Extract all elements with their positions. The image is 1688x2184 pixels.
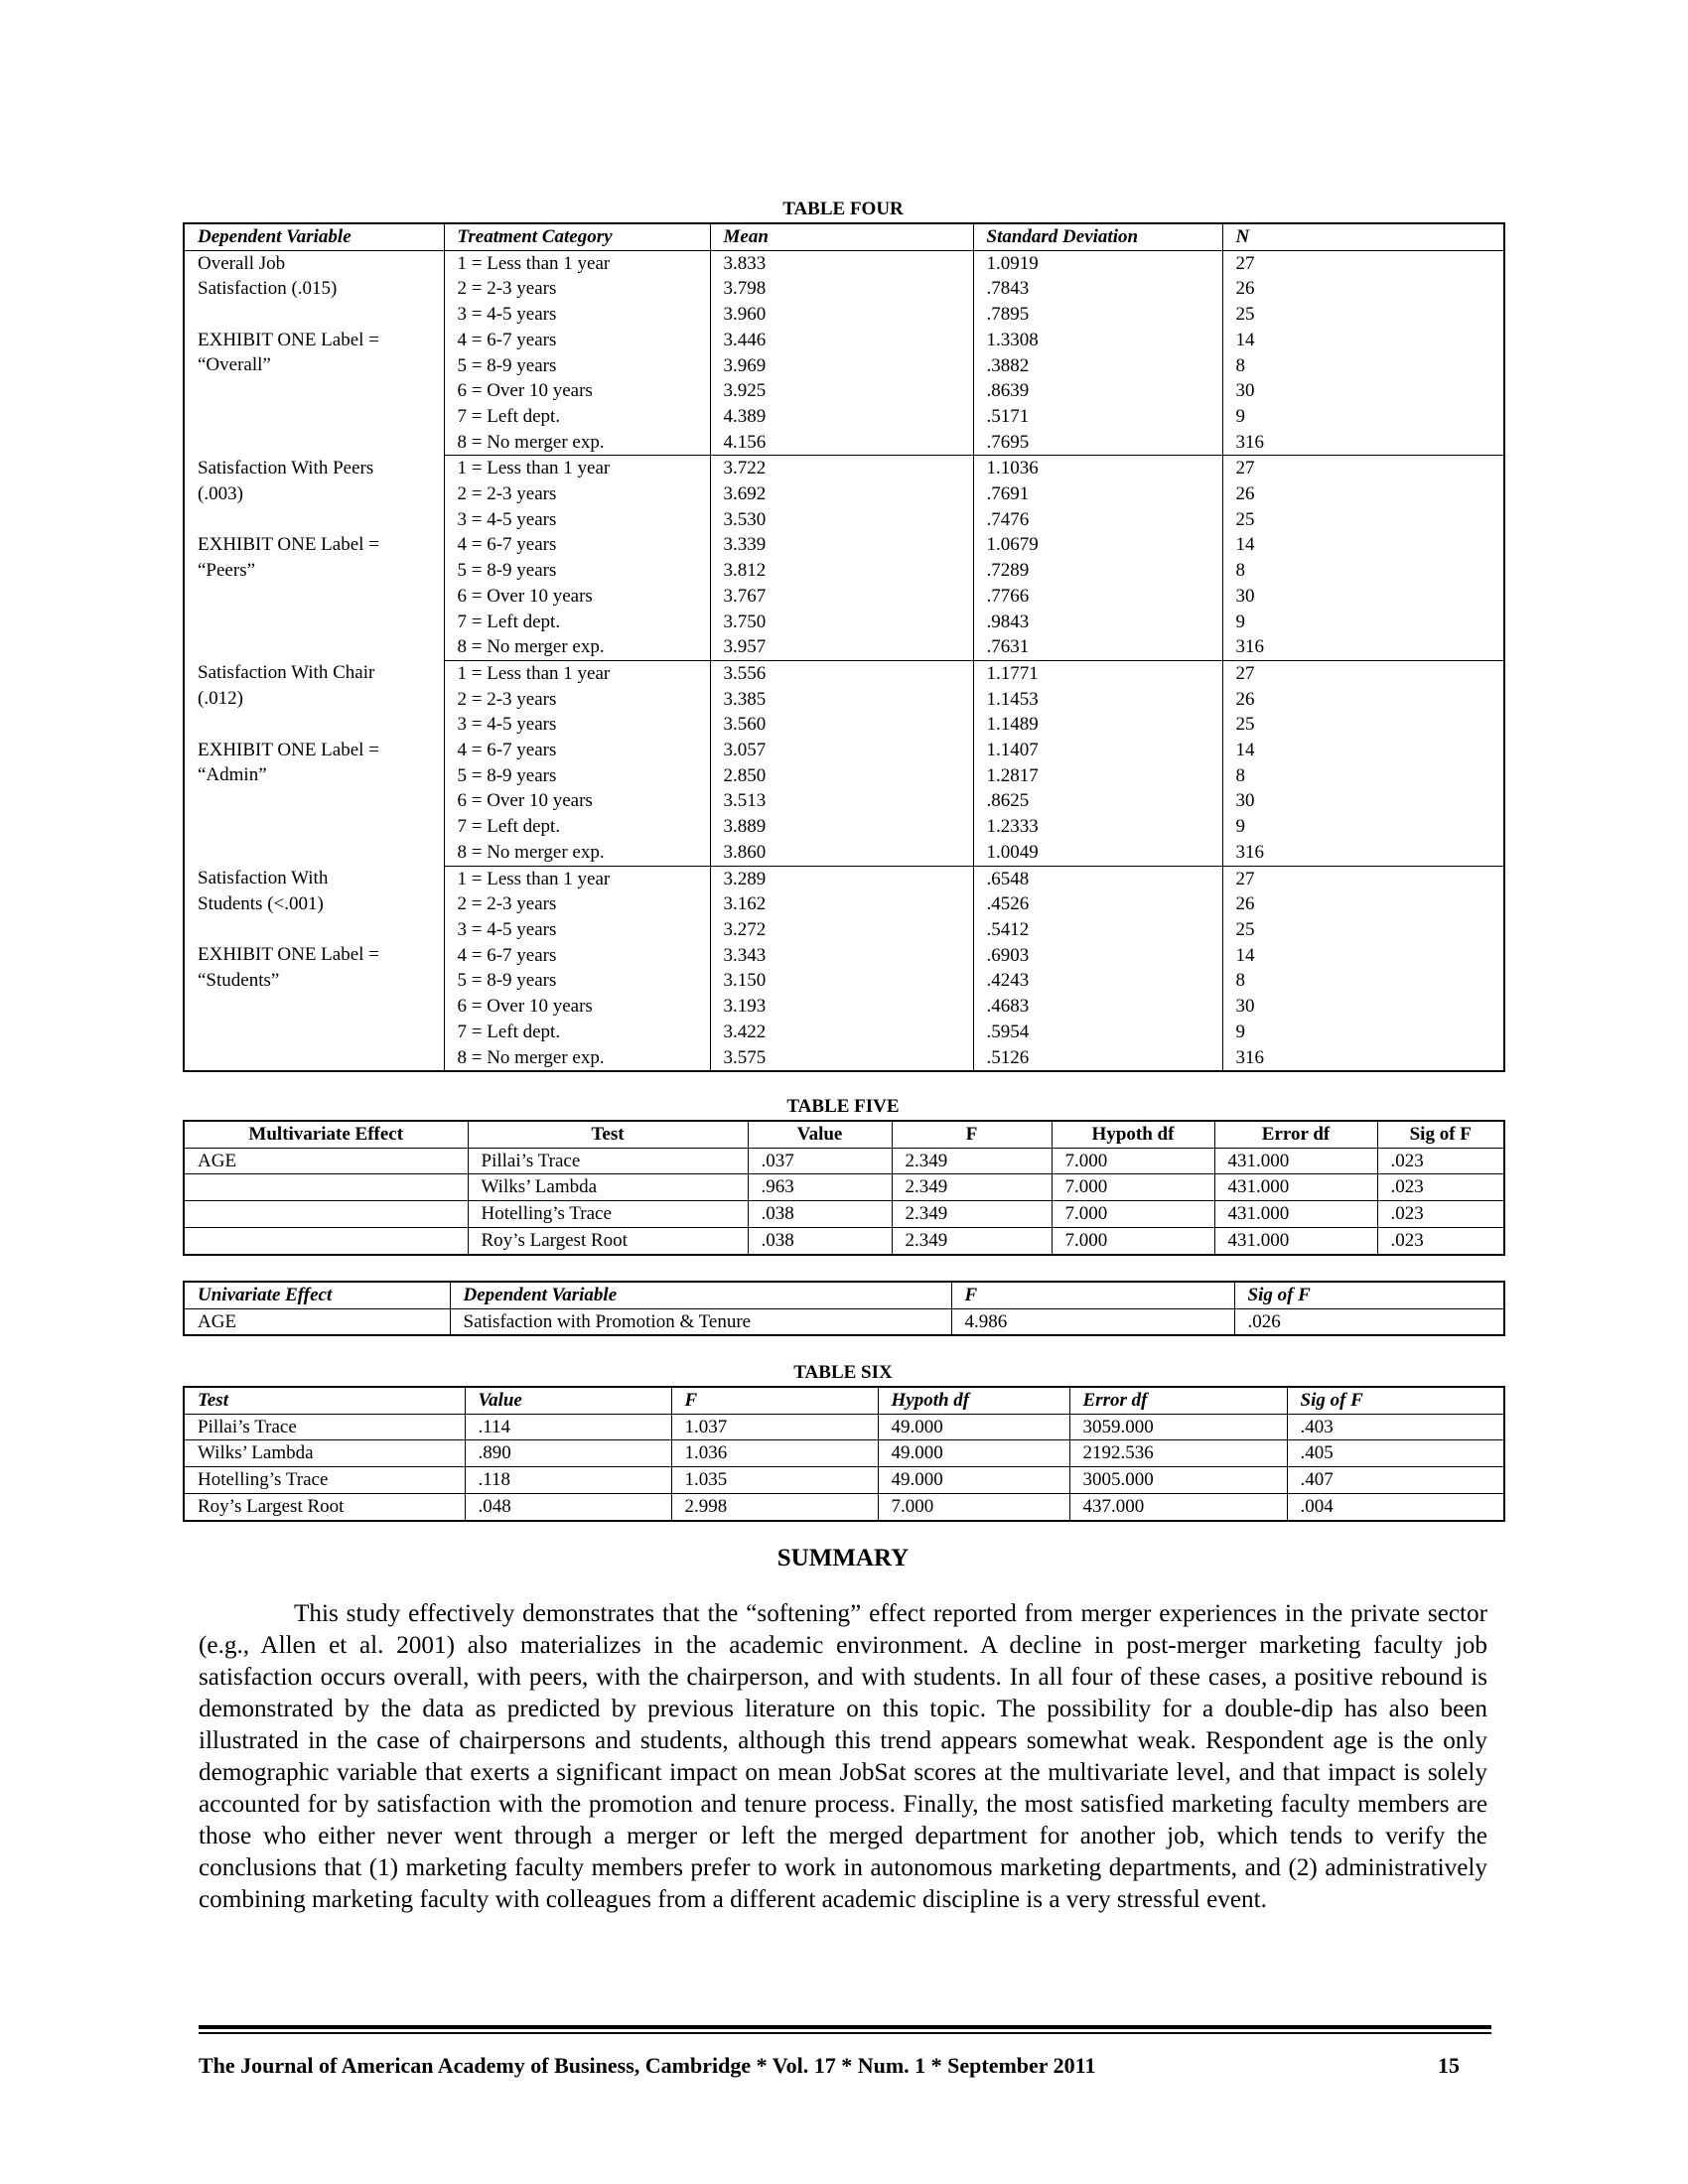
- column-header: Value: [748, 1121, 892, 1148]
- table-cell: [184, 1227, 468, 1254]
- table-cell: 8: [1222, 353, 1504, 379]
- table-cell: 8 = No merger exp.: [444, 840, 710, 866]
- table-four-header-row: [184, 223, 1504, 250]
- column-header: Sig of F: [1377, 1121, 1504, 1148]
- table-cell: 7.000: [1052, 1174, 1214, 1201]
- table-cell: 1.1771: [973, 660, 1222, 686]
- table-cell: 1.0049: [973, 840, 1222, 866]
- table-cell: 25: [1222, 302, 1504, 328]
- column-header: Hypoth df: [878, 1387, 1069, 1414]
- table-cell: 3.798: [710, 276, 973, 302]
- table-cell: 27: [1222, 250, 1504, 276]
- table-cell: .023: [1377, 1201, 1504, 1228]
- table-cell: AGE: [184, 1148, 468, 1174]
- table-cell: 437.000: [1069, 1493, 1287, 1520]
- dependent-variable-line: Students (<.001): [198, 892, 324, 914]
- table-row: [184, 250, 1504, 276]
- table-cell: .9843: [973, 610, 1222, 635]
- table-five-caption: TABLE FIVE: [786, 1096, 900, 1117]
- table-cell: 25: [1222, 712, 1504, 738]
- table-cell: 26: [1222, 891, 1504, 917]
- table-cell: 3.513: [710, 788, 973, 814]
- table-six-caption: TABLE SIX: [793, 1362, 893, 1383]
- table-cell: 2 = 2-3 years: [444, 891, 710, 917]
- table-cell: .8639: [973, 378, 1222, 404]
- table-cell: 1.035: [671, 1467, 878, 1494]
- table-cell: 8 = No merger exp.: [444, 634, 710, 660]
- table-cell: 49.000: [878, 1440, 1069, 1467]
- table-cell: 3.057: [710, 738, 973, 763]
- table-cell: .7895: [973, 302, 1222, 328]
- table-cell: .4526: [973, 891, 1222, 917]
- table-cell: 2 = 2-3 years: [444, 687, 710, 713]
- table-cell: 49.000: [878, 1414, 1069, 1440]
- table-cell: .004: [1287, 1493, 1504, 1520]
- dependent-variable-line: EXHIBIT ONE Label =: [198, 739, 379, 760]
- table-cell: 3005.000: [1069, 1467, 1287, 1494]
- table-cell: 8 = No merger exp.: [444, 1045, 710, 1072]
- table-cell: Roy’s Largest Root: [468, 1227, 748, 1254]
- table-cell: .6548: [973, 866, 1222, 891]
- dependent-variable-line: (.012): [198, 688, 243, 710]
- table-cell: 1 = Less than 1 year: [444, 456, 710, 481]
- table-cell: Wilks’ Lambda: [184, 1440, 465, 1467]
- dependent-variable-line: Satisfaction With Peers: [198, 457, 374, 478]
- table-cell: .038: [748, 1201, 892, 1228]
- table-cell: 8: [1222, 558, 1504, 584]
- table-cell: 14: [1222, 738, 1504, 763]
- table-five: [183, 1120, 1505, 1256]
- table-row: [184, 1440, 1504, 1467]
- table-cell: 3.150: [710, 968, 973, 994]
- table-four-caption: TABLE FOUR: [782, 199, 904, 219]
- column-header: Multivariate Effect: [184, 1121, 468, 1148]
- table-cell: 7 = Left dept.: [444, 1020, 710, 1045]
- table-cell: 5 = 8-9 years: [444, 558, 710, 584]
- table-cell: 5 = 8-9 years: [444, 763, 710, 789]
- table-cell: 1 = Less than 1 year: [444, 866, 710, 891]
- table-cell: 1.2333: [973, 814, 1222, 840]
- table-cell: [184, 1174, 468, 1201]
- dependent-variable-line: [198, 302, 444, 328]
- table-cell: 9: [1222, 404, 1504, 430]
- table-cell: 2.349: [892, 1174, 1052, 1201]
- table-cell: Hotelling’s Trace: [468, 1201, 748, 1228]
- table-cell: .4243: [973, 968, 1222, 994]
- table-cell: Satisfaction with Promotion & Tenure: [450, 1308, 951, 1335]
- dependent-variable-line: EXHIBIT ONE Label =: [198, 329, 379, 350]
- table-cell: 8 = No merger exp.: [444, 430, 710, 456]
- table-four: [183, 222, 1505, 1072]
- table-cell: .7289: [973, 558, 1222, 584]
- table-cell: 4.986: [951, 1308, 1234, 1335]
- table-cell: 431.000: [1214, 1148, 1377, 1174]
- dependent-variable-cell: [184, 456, 444, 661]
- table-cell: Roy’s Largest Root: [184, 1493, 465, 1520]
- table-cell: 7 = Left dept.: [444, 610, 710, 635]
- column-header: Standard Deviation: [973, 223, 1222, 250]
- table-cell: 3.272: [710, 917, 973, 943]
- column-header: F: [951, 1282, 1234, 1308]
- table-cell: 14: [1222, 328, 1504, 353]
- column-header: N: [1222, 223, 1504, 250]
- column-header: Treatment Category: [444, 223, 710, 250]
- table-cell: 3.556: [710, 660, 973, 686]
- table-cell: .038: [748, 1227, 892, 1254]
- table-cell: 2.349: [892, 1227, 1052, 1254]
- table-cell: 8: [1222, 763, 1504, 789]
- table-row: [184, 1174, 1504, 1201]
- table-cell: 4 = 6-7 years: [444, 328, 710, 353]
- table-row: [184, 456, 1504, 481]
- dependent-variable-line: “Overall”: [198, 354, 271, 376]
- table-cell: 14: [1222, 532, 1504, 558]
- table-cell: 1.2817: [973, 763, 1222, 789]
- table-cell: 3.833: [710, 250, 973, 276]
- dependent-variable-line: “Peers”: [198, 559, 256, 581]
- table-cell: 27: [1222, 456, 1504, 481]
- column-header: Error df: [1214, 1121, 1377, 1148]
- table-cell: 1.1453: [973, 687, 1222, 713]
- table-cell: 7 = Left dept.: [444, 814, 710, 840]
- dependent-variable-line: [198, 712, 444, 738]
- univariate-header-row: [184, 1282, 1504, 1308]
- column-header: F: [892, 1121, 1052, 1148]
- table-cell: 4 = 6-7 years: [444, 738, 710, 763]
- table-cell: 27: [1222, 660, 1504, 686]
- table-cell: 1.037: [671, 1414, 878, 1440]
- table-cell: 9: [1222, 814, 1504, 840]
- summary-heading: SUMMARY: [776, 1545, 910, 1571]
- table-cell: 5 = 8-9 years: [444, 353, 710, 379]
- table-cell: 3.289: [710, 866, 973, 891]
- table-cell: 3.812: [710, 558, 973, 584]
- table-cell: 3 = 4-5 years: [444, 507, 710, 533]
- table-cell: 3.385: [710, 687, 973, 713]
- table-cell: 3.575: [710, 1045, 973, 1072]
- page-footer: [199, 2053, 1489, 2079]
- table-cell: 30: [1222, 994, 1504, 1020]
- table-cell: 1.036: [671, 1440, 878, 1467]
- table-cell: 49.000: [878, 1467, 1069, 1494]
- dependent-variable-line: “Admin”: [198, 764, 267, 786]
- table-cell: 431.000: [1214, 1174, 1377, 1201]
- table-cell: 3.560: [710, 712, 973, 738]
- column-header: Test: [468, 1121, 748, 1148]
- column-header: Dependent Variable: [450, 1282, 951, 1308]
- table-row: [184, 1414, 1504, 1440]
- table-cell: [184, 1201, 468, 1228]
- dependent-variable-line: (.003): [198, 482, 243, 504]
- table-cell: 1.0919: [973, 250, 1222, 276]
- page-number: 15: [1438, 2053, 1460, 2078]
- table-cell: .118: [465, 1467, 671, 1494]
- dependent-variable-line: EXHIBIT ONE Label =: [198, 944, 379, 966]
- table-cell: 316: [1222, 1045, 1504, 1072]
- table-cell: 30: [1222, 584, 1504, 610]
- column-header: Univariate Effect: [184, 1282, 450, 1308]
- table-cell: 3 = 4-5 years: [444, 712, 710, 738]
- table-cell: .023: [1377, 1174, 1504, 1201]
- footer-rule-thin: [199, 2032, 1491, 2034]
- table-cell: 3.889: [710, 814, 973, 840]
- table-cell: 2 = 2-3 years: [444, 276, 710, 302]
- table-cell: 7 = Left dept.: [444, 404, 710, 430]
- table-cell: 5 = 8-9 years: [444, 968, 710, 994]
- table-cell: 6 = Over 10 years: [444, 994, 710, 1020]
- column-header: Hypoth df: [1052, 1121, 1214, 1148]
- table-cell: Pillai’s Trace: [468, 1148, 748, 1174]
- table-cell: .963: [748, 1174, 892, 1201]
- table-cell: 26: [1222, 687, 1504, 713]
- table-cell: .023: [1377, 1148, 1504, 1174]
- table-cell: 1 = Less than 1 year: [444, 250, 710, 276]
- table-cell: 2.850: [710, 763, 973, 789]
- dependent-variable-line: Satisfaction With: [198, 868, 329, 889]
- dependent-variable-cell: [184, 250, 444, 456]
- table-cell: .405: [1287, 1440, 1504, 1467]
- table-cell: 8: [1222, 968, 1504, 994]
- table-cell: 3 = 4-5 years: [444, 917, 710, 943]
- table-cell: .023: [1377, 1227, 1504, 1254]
- table-cell: 2.349: [892, 1201, 1052, 1228]
- table-cell: 3.692: [710, 481, 973, 507]
- dependent-variable-line: [198, 916, 444, 942]
- table-cell: 1.1407: [973, 738, 1222, 763]
- table-row: [184, 1201, 1504, 1228]
- table-row: [184, 660, 1504, 686]
- table-cell: .5126: [973, 1045, 1222, 1072]
- table-cell: 7.000: [1052, 1227, 1214, 1254]
- table-cell: 9: [1222, 1020, 1504, 1045]
- table-cell: 14: [1222, 943, 1504, 969]
- table-cell: 1.1489: [973, 712, 1222, 738]
- dependent-variable-line: EXHIBIT ONE Label =: [198, 533, 379, 555]
- dependent-variable-cell: [184, 660, 444, 866]
- table-cell: .7695: [973, 430, 1222, 456]
- table-cell: 4 = 6-7 years: [444, 532, 710, 558]
- table-row: [184, 1493, 1504, 1520]
- table-cell: 3.422: [710, 1020, 973, 1045]
- table-cell: 7.000: [1052, 1201, 1214, 1228]
- table-cell: 3.767: [710, 584, 973, 610]
- table-cell: 316: [1222, 840, 1504, 866]
- dependent-variable-cell: [184, 866, 444, 1071]
- table-cell: .3882: [973, 353, 1222, 379]
- table-cell: 2 = 2-3 years: [444, 481, 710, 507]
- table-cell: Pillai’s Trace: [184, 1414, 465, 1440]
- table-cell: .037: [748, 1148, 892, 1174]
- table-cell: .407: [1287, 1467, 1504, 1494]
- table-cell: 2.349: [892, 1148, 1052, 1174]
- table-row: [184, 1308, 1504, 1335]
- table-cell: 7.000: [1052, 1148, 1214, 1174]
- table-cell: .890: [465, 1440, 671, 1467]
- table-cell: 431.000: [1214, 1227, 1377, 1254]
- table-cell: 3.722: [710, 456, 973, 481]
- table-cell: 316: [1222, 430, 1504, 456]
- table-cell: 4.156: [710, 430, 973, 456]
- table-cell: 2192.536: [1069, 1440, 1287, 1467]
- table-cell: 3.960: [710, 302, 973, 328]
- table-cell: 3.193: [710, 994, 973, 1020]
- table-cell: .5954: [973, 1020, 1222, 1045]
- univariate-table: [183, 1281, 1505, 1336]
- dependent-variable-line: Overall Job: [198, 252, 286, 274]
- column-header: Mean: [710, 223, 973, 250]
- table-cell: 3.860: [710, 840, 973, 866]
- summary-paragraph: This study effectively demonstrates that the “softening” effect reported from merger experiences in the private sector (e.g., Allen et al. 2001) also materializes in the academic environment. A decline in post-merger marketing faculty job satisfaction occurs overall, with peers, with the chairperson, and with students. In all four of these cases, a positive rebound is demonstrated by the data as predicted by previous literature on this topic. The possibility for a double-dip has also been illustrated in the case of chairpersons and students, although this trend appears somewhat weak. Respondent age is the only demographic variable that exerts a significant impact on mean JobSat scores at the multivariate level, and that impact is solely accounted for by satisfaction with the promotion and tenure process. Finally, the most satisfied marketing faculty members are those who either never went through a merger or left the merged department for another job, which tends to verify the conclusions that (1) marketing faculty members prefer to work in autonomous marketing departments, and (2) administratively combining marketing faculty with colleagues from a different academic discipline is a very stressful event.: [199, 1600, 1487, 1913]
- table-cell: 30: [1222, 378, 1504, 404]
- table-cell: 3.750: [710, 610, 973, 635]
- column-header: Error df: [1069, 1387, 1287, 1414]
- table-cell: 1 = Less than 1 year: [444, 660, 710, 686]
- table-cell: .114: [465, 1414, 671, 1440]
- table-cell: AGE: [184, 1308, 450, 1335]
- dependent-variable-line: Satisfaction (.015): [198, 278, 338, 300]
- table-cell: .8625: [973, 788, 1222, 814]
- table-cell: 1.0679: [973, 532, 1222, 558]
- table-cell: 3 = 4-5 years: [444, 302, 710, 328]
- table-six-header-row: [184, 1387, 1504, 1414]
- table-cell: 7.000: [878, 1493, 1069, 1520]
- table-cell: 3.969: [710, 353, 973, 379]
- dependent-variable-line: Satisfaction With Chair: [198, 662, 375, 684]
- table-cell: 3.925: [710, 378, 973, 404]
- column-header: F: [671, 1387, 878, 1414]
- table-cell: .5412: [973, 917, 1222, 943]
- table-cell: Wilks’ Lambda: [468, 1174, 748, 1201]
- table-cell: .5171: [973, 404, 1222, 430]
- table-cell: 26: [1222, 276, 1504, 302]
- column-header: Dependent Variable: [184, 223, 444, 250]
- table-cell: .7476: [973, 507, 1222, 533]
- table-cell: 4.389: [710, 404, 973, 430]
- table-row: [184, 1467, 1504, 1494]
- table-cell: .7691: [973, 481, 1222, 507]
- table-cell: .7843: [973, 276, 1222, 302]
- table-cell: 3.162: [710, 891, 973, 917]
- table-cell: .6903: [973, 943, 1222, 969]
- table-cell: 1.3308: [973, 328, 1222, 353]
- table-cell: 6 = Over 10 years: [444, 788, 710, 814]
- table-cell: 25: [1222, 507, 1504, 533]
- column-header: Sig of F: [1234, 1282, 1504, 1308]
- table-cell: 30: [1222, 788, 1504, 814]
- table-cell: .048: [465, 1493, 671, 1520]
- table-cell: .7631: [973, 634, 1222, 660]
- dependent-variable-line: [198, 506, 444, 532]
- table-cell: 3.957: [710, 634, 973, 660]
- dependent-variable-line: “Students”: [198, 969, 280, 991]
- table-cell: 1.1036: [973, 456, 1222, 481]
- table-cell: .4683: [973, 994, 1222, 1020]
- table-cell: 3.530: [710, 507, 973, 533]
- table-cell: 2.998: [671, 1493, 878, 1520]
- column-header: Sig of F: [1287, 1387, 1504, 1414]
- table-cell: 3.343: [710, 943, 973, 969]
- table-five-header-row: [184, 1121, 1504, 1148]
- table-cell: 25: [1222, 917, 1504, 943]
- table-cell: 9: [1222, 610, 1504, 635]
- footer-rule-thick: [199, 2025, 1491, 2029]
- table-cell: 6 = Over 10 years: [444, 378, 710, 404]
- table-row: [184, 1227, 1504, 1254]
- table-cell: 3.339: [710, 532, 973, 558]
- table-cell: .403: [1287, 1414, 1504, 1440]
- table-row: [184, 1148, 1504, 1174]
- table-cell: .026: [1234, 1308, 1504, 1335]
- column-header: Value: [465, 1387, 671, 1414]
- table-cell: 3059.000: [1069, 1414, 1287, 1440]
- table-cell: 3.446: [710, 328, 973, 353]
- table-cell: 431.000: [1214, 1201, 1377, 1228]
- table-cell: Hotelling’s Trace: [184, 1467, 465, 1494]
- table-cell: 27: [1222, 866, 1504, 891]
- column-header: Test: [184, 1387, 465, 1414]
- table-cell: 26: [1222, 481, 1504, 507]
- table-row: [184, 866, 1504, 891]
- table-six: [183, 1386, 1505, 1522]
- table-cell: 6 = Over 10 years: [444, 584, 710, 610]
- journal-citation: The Journal of American Academy of Business, Cambridge * Vol. 17 * Num. 1 * September 2011: [199, 2053, 1096, 2078]
- table-cell: 316: [1222, 634, 1504, 660]
- table-cell: 4 = 6-7 years: [444, 943, 710, 969]
- table-cell: .7766: [973, 584, 1222, 610]
